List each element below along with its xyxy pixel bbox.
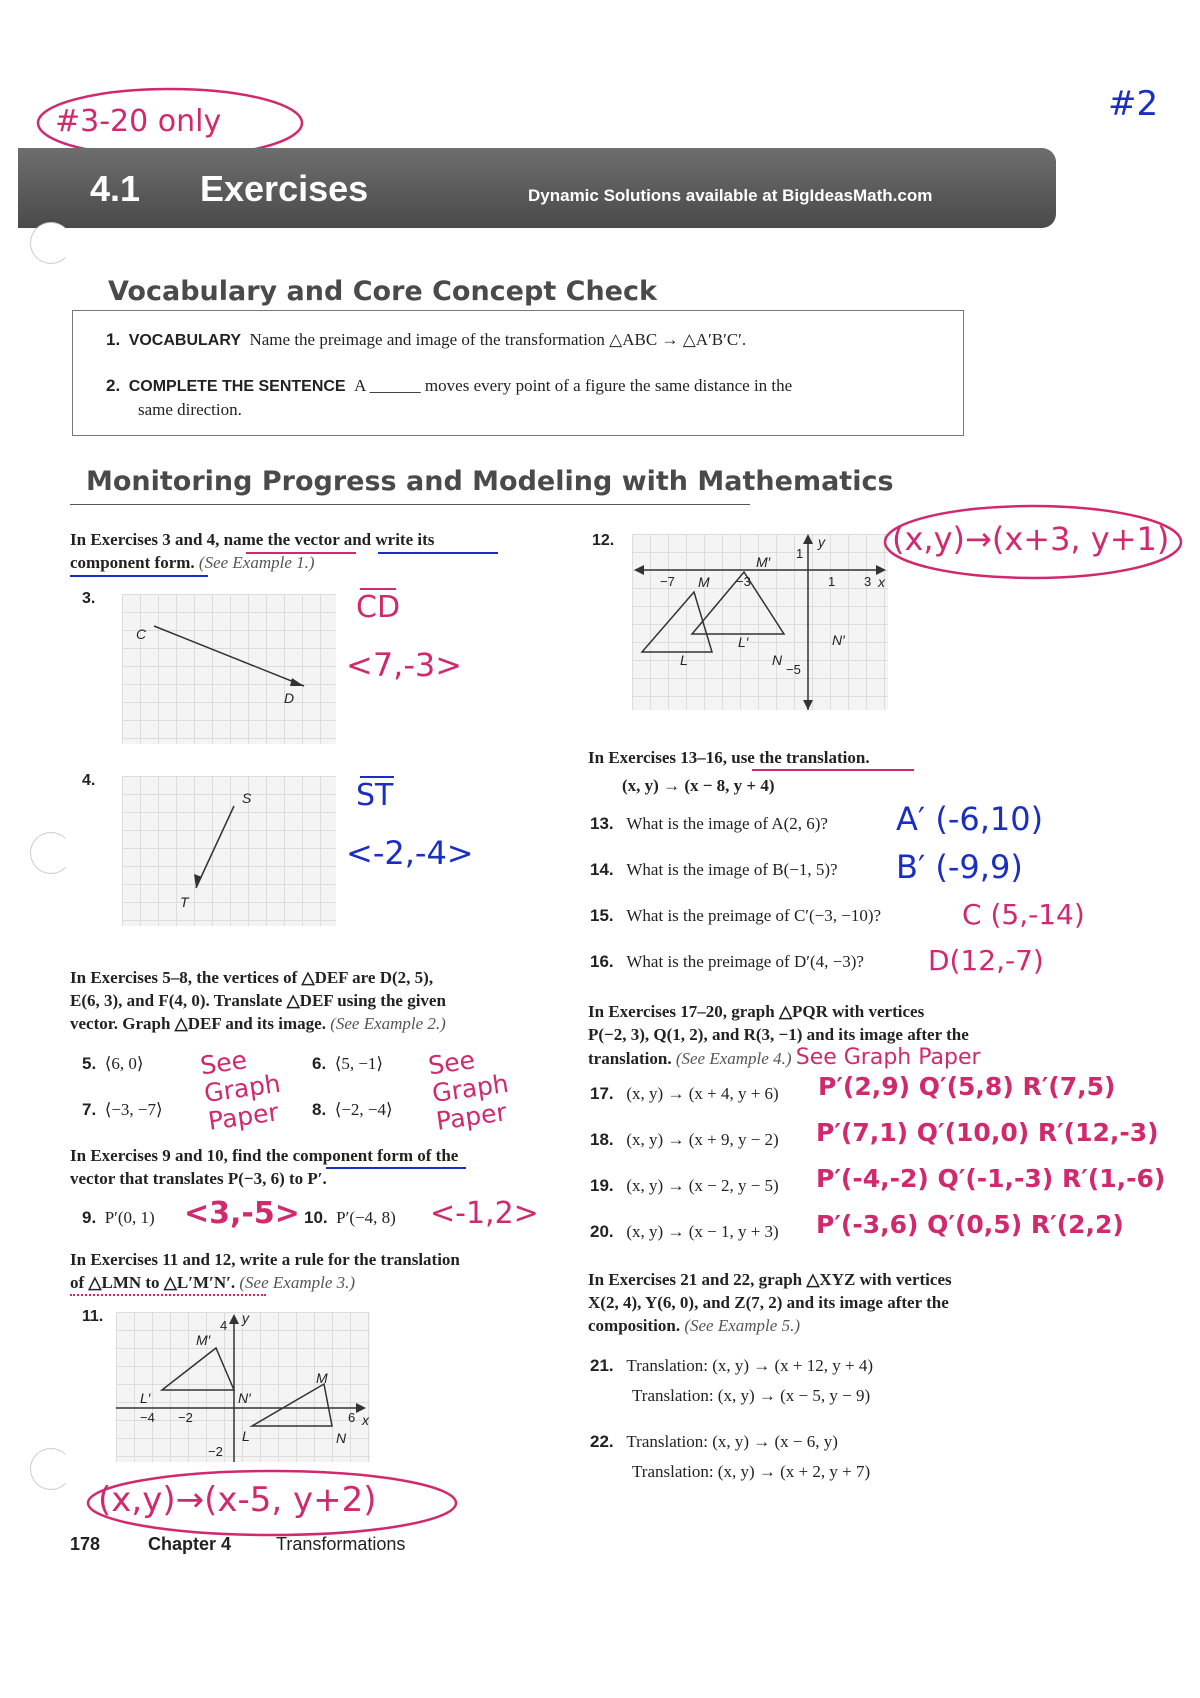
tick-label: −2 [208,1444,223,1459]
exercise-3-vector-name: CD [356,590,401,625]
underline-annotation [70,1294,266,1296]
exercise-20: 20. (x, y) → (x − 1, y + 3) [590,1222,779,1241]
graph-label: M [316,1370,328,1386]
graph-label: N [772,652,783,668]
graph-label: L [242,1428,250,1444]
binder-hole [30,832,72,874]
underline-annotation [378,552,498,554]
exercise-11-number: 11. [82,1308,104,1325]
exercise-20-answer: P′(-3,6) Q′(0,5) R′(2,2) [816,1210,1124,1239]
tick-label: 1 [796,546,804,561]
graph-label: L [680,652,688,668]
page-title: Exercises [200,168,369,209]
instructions-17-20: In Exercises 17–20, graph △PQR with vertices P(−2, 3), Q(1, 2), and R(3, −1) and its image after the translation. (See Example 4.) See Graph Paper [588,1002,981,1070]
tick-label: 1 [828,574,836,589]
exercise-18: 18. (x, y) → (x + 9, y − 2) [590,1130,779,1149]
exercise-14: 14. What is the image of B(−1, 5)? [590,860,838,879]
exercise-10: 10. P′(−4, 8) [304,1208,396,1227]
exercise-7: 7. ⟨−3, −7⟩ [82,1100,163,1119]
underline-annotation [326,1167,466,1169]
heading-rule [70,504,750,505]
exercise-5: 5. ⟨6, 0⟩ [82,1054,144,1073]
tick-label: −3 [736,574,751,589]
exercise-19: 19. (x, y) → (x − 2, y − 5) [590,1176,779,1195]
exercise-16: 16. What is the preimage of D′(4, −3)? [590,952,864,971]
dynamic-solutions-link[interactable]: Dynamic Solutions available at BigIdeasMath.com [528,186,933,205]
underline-annotation [752,769,914,771]
exercise-14-answer: B′ (-9,9) [896,848,1023,886]
exercise-16-answer: D(12,-7) [928,944,1044,977]
tick-label: 4 [220,1318,228,1333]
page-tag: #2 [1108,84,1159,124]
exercise-15-answer: C (5,-14) [962,898,1085,931]
underline-annotation [246,552,356,554]
axis-label-x: x [362,1412,369,1428]
graph-label: M′ [756,554,771,570]
see-graph-paper-note: See Graph Paper [426,1045,511,1136]
exercises-banner [18,148,1056,228]
vocab-item-2: 2. COMPLETE THE SENTENCE A ______ moves every point of a figure the same distance in the [106,376,793,395]
exercise-3-vector [122,594,336,744]
graph-label: M [698,574,710,590]
graph-label: N [336,1430,347,1446]
vocab-item-1: 1. VOCABULARY Name the preimage and image of the transformation △ABC → △A′B′C′. [106,330,747,349]
exercise-4-vector [122,776,336,926]
point-label-S: S [242,790,252,806]
graph-label: N′ [832,632,845,648]
exercise-17: 17. (x, y) → (x + 4, y + 6) [590,1084,779,1103]
instructions-13-16: In Exercises 13–16, use the translation. [588,748,870,767]
exercise-18-answer: P′(7,1) Q′(10,0) R′(12,-3) [816,1118,1159,1147]
point-label-C: C [136,626,147,642]
exercise-22-line-2: Translation: (x, y) → (x + 2, y + 7) [632,1462,871,1481]
exercise-8: 8. ⟨−2, −4⟩ [312,1100,393,1119]
axis-label-x: x [878,574,885,590]
exercise-10-answer: <-1,2> [430,1196,539,1231]
graph-label: L′ [140,1390,151,1406]
graph-label: L′ [738,634,749,650]
graph-label: N′ [238,1390,251,1406]
exercise-3-number: 3. [82,590,96,607]
exercise-22: 22. Translation: (x, y) → (x − 6, y) [590,1432,838,1451]
exercise-9: 9. P′(0, 1) [82,1208,155,1227]
tick-label: −2 [178,1410,193,1425]
monitoring-heading: Monitoring Progress and Modeling with Mathematics [86,466,894,497]
exercise-13: 13. What is the image of A(2, 6)? [590,814,828,833]
page-number: 178 [70,1534,101,1554]
point-label-T: T [180,894,189,910]
tick-label: −7 [660,574,675,589]
exercise-6: 6. ⟨5, −1⟩ [312,1054,384,1073]
exercise-4-vector-name: ST [356,778,394,813]
vocab-item-2-cont: same direction. [138,400,242,419]
exercise-21-line-2: Translation: (x, y) → (x − 5, y − 9) [632,1386,871,1405]
exercise-15: 15. What is the preimage of C′(−3, −10)? [590,906,882,925]
tick-label: −4 [140,1410,155,1425]
exercise-9-answer: <3,-5> [184,1196,300,1231]
exercise-11-answer: (x,y)→(x-5, y+2) [98,1480,377,1520]
underline-annotation [70,575,208,577]
exercise-3-component: <7,-3> [346,646,463,684]
tick-label: −5 [786,662,801,677]
instructions-3-4: In Exercises 3 and 4, name the vector and write its component form. (See Example 1.) [70,530,435,572]
vocab-heading: Vocabulary and Core Concept Check [104,276,661,307]
axis-label-y: y [818,534,825,550]
chapter-title: Transformations [276,1534,406,1554]
translation-rule-13-16: (x, y) → (x − 8, y + 4) [622,776,775,795]
chapter-label: Chapter 4 [148,1534,232,1554]
point-label-D: D [284,690,295,706]
instructions-5-8: In Exercises 5–8, the vertices of △DEF are D(2, 5), E(6, 3), and F(4, 0). Translate △DEF using the given vector. Graph △DEF and its image. (See Example 2.) [70,968,446,1033]
exercise-12-answer: (x,y)→(x+3, y+1) [892,520,1170,558]
see-graph-paper-note: See Graph Paper [198,1045,283,1136]
exercise-12-number: 12. [592,532,615,549]
axis-label-y: y [242,1310,249,1326]
exercise-21: 21. Translation: (x, y) → (x + 12, y + 4) [590,1356,874,1375]
binder-hole [30,222,72,264]
see-graph-paper-note: See Graph Paper [795,1045,981,1070]
exercise-4-number: 4. [82,772,96,789]
instructions-21-22: In Exercises 21 and 22, graph △XYZ with vertices X(2, 4), Y(6, 0), and Z(7, 2) and its image after the composition. (See Example 5.) [588,1270,952,1335]
section-number: 4.1 [90,168,141,209]
exercise-13-answer: A′ (-6,10) [896,800,1044,838]
exercise-19-answer: P′(-4,-2) Q′(-1,-3) R′(1,-6) [816,1164,1166,1193]
instructions-11-12: In Exercises 11 and 12, write a rule for the translation of △LMN to △L′M′N′. (See Example 3.) [70,1250,460,1292]
exercise-4-component: <-2,-4> [346,834,474,872]
tick-label: 6 [348,1410,356,1425]
tick-label: 3 [864,574,872,589]
exercise-17-answer: P′(2,9) Q′(5,8) R′(7,5) [818,1072,1116,1101]
assignment-note: #3-20 only [55,104,222,139]
binder-hole [30,1448,72,1490]
graph-label: M′ [196,1332,211,1348]
instructions-9-10: In Exercises 9 and 10, find the component form of the vector that translates P(−3, 6) to P′. [70,1146,459,1188]
